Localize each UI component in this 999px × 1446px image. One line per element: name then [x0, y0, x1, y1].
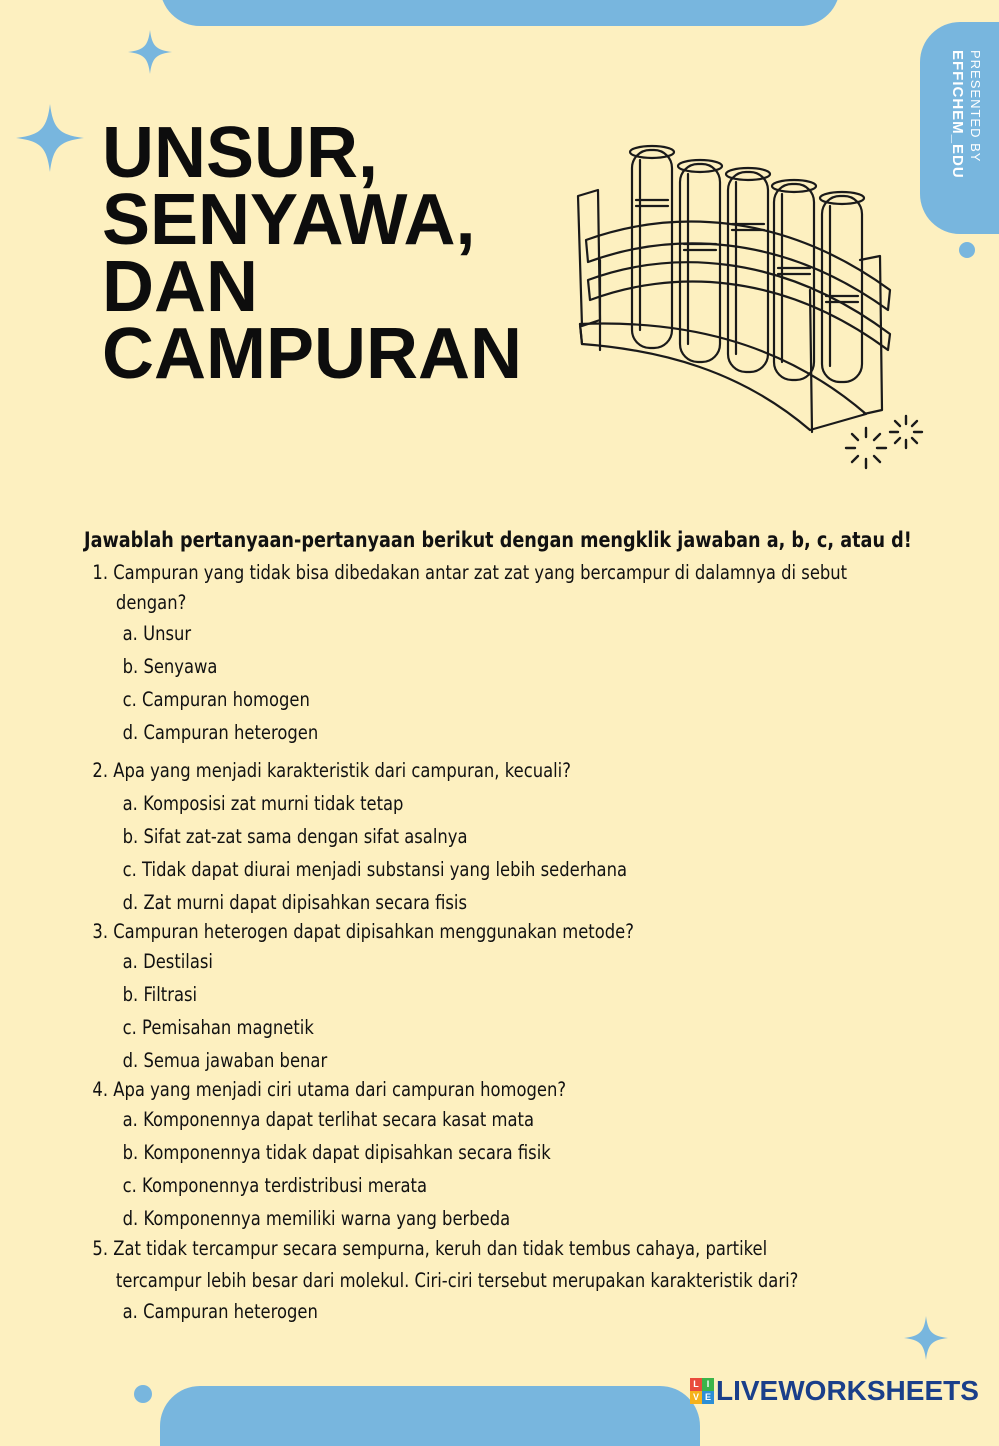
answer-option[interactable]: b. Filtrasi: [122, 983, 198, 1006]
question-number: 3.: [92, 920, 109, 943]
sparkle-icon: [128, 30, 172, 74]
top-decor-band: [160, 0, 840, 26]
presenter-line2: EFFICHEM_EDU: [949, 50, 966, 179]
liveworksheets-badge-icon: [690, 1378, 714, 1404]
answer-option[interactable]: d. Komponennya memiliki warna yang berbeda: [122, 1207, 511, 1230]
answer-option[interactable]: d. Campuran heterogen: [122, 721, 319, 744]
title-line: UNSUR,: [102, 113, 379, 193]
quiz-instruction: Jawablah pertanyaan-pertanyaan berikut dengan mengklik jawaban a, b, c, atau d!: [84, 528, 912, 552]
liveworksheets-wordmark: LIVEWORKSHEETS: [716, 1375, 979, 1406]
answer-option[interactable]: c. Tidak dapat diurai menjadi substansi yang lebih sederhana: [122, 858, 627, 881]
quiz-section: [84, 524, 932, 1325]
answer-option[interactable]: d. Zat murni dapat dipisahkan secara fisis: [122, 891, 468, 914]
question-3: [92, 919, 932, 1077]
question-5: [92, 1235, 932, 1325]
question-text: [92, 1235, 932, 1263]
test-tube-rack-icon: [560, 140, 900, 440]
decor-dot-bottom: [134, 1385, 152, 1403]
title-line: SENYAWA,: [102, 180, 476, 260]
answer-option[interactable]: c. Komponennya terdistribusi merata: [122, 1174, 428, 1197]
presenter-line1: PRESENTED BY: [968, 50, 983, 163]
question-number: 4.: [92, 1078, 109, 1101]
answer-option[interactable]: a. Unsur: [122, 622, 192, 645]
answer-option[interactable]: a. Komponennya dapat terlihat secara kasat mata: [122, 1108, 534, 1131]
answer-option[interactable]: b. Senyawa: [122, 655, 218, 678]
answer-option[interactable]: d. Semua jawaban benar: [122, 1049, 328, 1072]
bottom-decor-band: [160, 1386, 700, 1446]
question-continuation: tercampur lebih besar dari molekul. Ciri-ciri tersebut merupakan karakteristik dari?: [115, 1269, 799, 1292]
question-1: [92, 557, 932, 749]
answer-option[interactable]: a. Komposisi zat murni tidak tetap: [122, 792, 404, 815]
question-text: [92, 1077, 932, 1103]
presenter-label: [944, 50, 984, 220]
answer-option[interactable]: a. Destilasi: [122, 950, 213, 973]
question-number: 2.: [92, 759, 109, 782]
question-label: Campuran heterogen dapat dipisahkan menggunakan metode?: [113, 920, 634, 943]
question-label: Zat tidak tercampur secara sempurna, keruh dan tidak tembus cahaya, partikel: [113, 1237, 768, 1260]
badge-letter: E: [702, 1391, 714, 1404]
liveworksheets-logo[interactable]: [690, 1374, 979, 1408]
answer-option[interactable]: c. Campuran homogen: [122, 688, 310, 711]
answer-option[interactable]: a. Campuran heterogen: [122, 1300, 318, 1323]
question-number: 1.: [92, 561, 109, 584]
badge-letter: V: [690, 1391, 702, 1404]
question-number: 5.: [92, 1237, 109, 1260]
question-4: [92, 1077, 932, 1235]
badge-letter: I: [702, 1378, 714, 1391]
question-label: Apa yang menjadi karakteristik dari campuran, kecuali?: [113, 759, 571, 782]
page-title: [102, 113, 522, 394]
question-text: [92, 557, 932, 589]
badge-letter: L: [690, 1378, 702, 1391]
burst-icon: [838, 412, 928, 472]
answer-option[interactable]: c. Pemisahan magnetik: [122, 1016, 314, 1039]
title-line: CAMPURAN: [102, 314, 522, 394]
answer-option[interactable]: b. Komponennya tidak dapat dipisahkan secara fisik: [122, 1141, 551, 1164]
decor-dot-right: [959, 242, 975, 258]
answer-option[interactable]: b. Sifat zat-zat sama dengan sifat asalnya: [122, 825, 468, 848]
question-continuation: dengan?: [115, 591, 187, 614]
question-text: [92, 919, 932, 945]
question-label: Campuran yang tidak bisa dibedakan antar zat zat yang bercampur di dalamnya di sebut: [113, 561, 848, 584]
question-label: Apa yang menjadi ciri utama dari campuran homogen?: [113, 1078, 567, 1101]
title-line: DAN: [102, 247, 258, 327]
question-2: [92, 755, 932, 919]
sparkle-icon: [16, 104, 84, 172]
question-text: [92, 755, 932, 787]
